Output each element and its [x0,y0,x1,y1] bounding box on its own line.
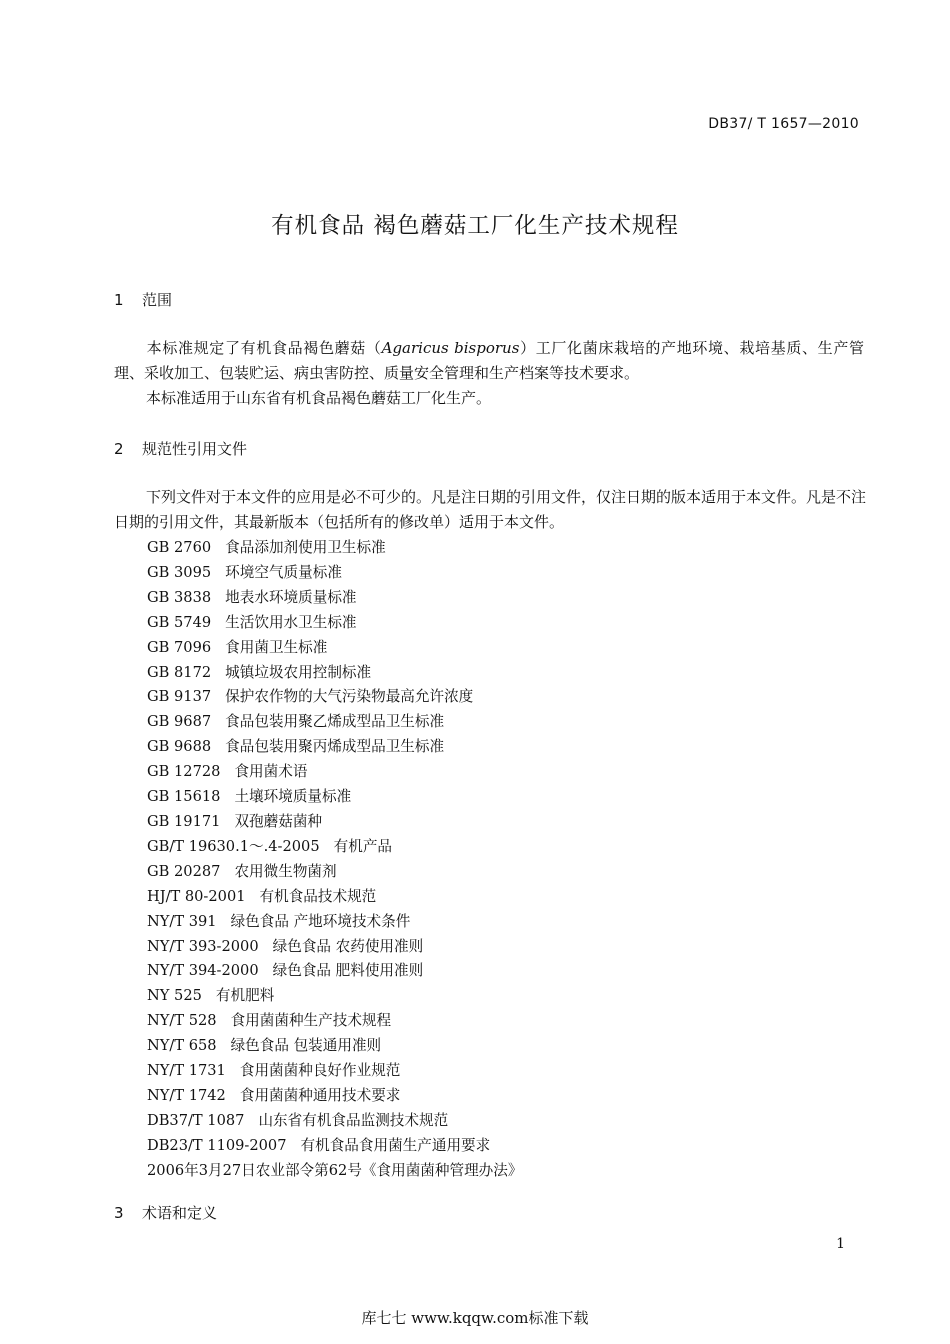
reference-name: 食品包装用聚乙烯成型品卫生标准 [225,713,445,731]
reference-name: 绿色食品 农药使用准则 [272,937,424,955]
reference-name: 有机肥料 [215,987,275,1005]
reference-name: 有机产品 [333,837,393,855]
reference-item [147,984,522,1009]
reference-name: 食用菌术语 [234,763,308,781]
reference-item [147,661,522,686]
reference-code: GB 20287 [147,862,221,880]
document-title: 有机食品 褐色蘑菇工厂化生产技术规程 [271,213,679,239]
reference-item [147,536,522,561]
normative-intro [114,485,866,534]
reference-code: GB 7096 [147,638,212,656]
reference-code: GB 9137 [147,688,212,706]
scope-paragraph-1 [114,336,864,385]
reference-name: 农用微生物菌剂 [234,862,337,880]
reference-name: 有机食品食用菌生产通用要求 [300,1136,491,1154]
section-title: 规范性引用文件 [142,440,248,458]
reference-code: NY/T 391 [147,912,217,930]
reference-item [147,685,522,710]
reference-code: GB 19171 [147,812,221,830]
reference-item [147,636,522,661]
reference-item [147,959,522,984]
reference-name: 地表水环境质量标准 [225,588,357,606]
reference-code: GB 5749 [147,613,212,631]
reference-code: HJ/T 80-2001 [147,887,246,905]
reference-item [147,1084,522,1109]
reference-name: 绿色食品 肥料使用准则 [272,962,424,980]
section-title: 术语和定义 [142,1204,218,1222]
section-heading-scope [114,289,172,310]
reference-name: 绿色食品 包装通用准则 [230,1037,382,1055]
document-code: DB37/ T 1657—2010 [708,116,859,132]
reference-name: 有机食品技术规范 [259,887,377,905]
scope-text-after: ）工厂化菌床栽培的产地环境、栽培基质、生产管理、采收加工、包装贮运、病虫害防控、质量安全管理和生产档案等技术要求。 [114,339,864,382]
scope-text: 本标准适用于山东省有机食品褐色蘑菇工厂化生产。 [146,389,492,407]
scope-text-before: 本标准规定了有机食品褐色蘑菇（ [146,339,382,357]
reference-item [147,760,522,785]
reference-name: 山东省有机食品监测技术规范 [258,1111,449,1129]
reference-item [147,835,522,860]
section-title: 范围 [142,291,173,309]
reference-code: NY 525 [147,987,202,1005]
reference-name: 食用菌菌种良好作业规范 [239,1062,401,1080]
reference-code: 2006年3月27日农业部令第62号 [147,1161,362,1179]
reference-code: GB 9688 [147,738,212,756]
reference-name: 食品添加剂使用卫生标准 [225,539,386,556]
reference-item [147,810,522,835]
reference-item [147,1134,522,1159]
section-number: 1 [114,291,124,309]
section-heading-normative-references [114,438,247,459]
reference-item [147,611,522,636]
reference-code: GB 2760 [147,539,212,556]
reference-name: 土壤环境质量标准 [234,788,352,806]
reference-name: 食用菌卫生标准 [225,638,328,656]
page-number: 1 [836,1236,845,1252]
reference-item [147,561,522,586]
reference-code: NY/T 393-2000 [147,937,259,955]
reference-name: 保护农作物的大气污染物最高允许浓度 [225,688,474,706]
reference-item [147,910,522,935]
reference-code: NY/T 658 [147,1037,217,1055]
reference-code: GB 9687 [147,713,212,731]
reference-code: GB 12728 [147,763,221,781]
reference-item [147,1009,522,1034]
reference-list [147,536,522,1184]
reference-code: NY/T 394-2000 [147,962,259,980]
reference-name: 食用菌菌种通用技术要求 [239,1086,401,1104]
reference-name: 双孢蘑菇菌种 [234,812,323,830]
reference-code: NY/T 1742 [147,1086,226,1104]
reference-code: GB 3838 [147,588,212,606]
latin-name: Agaricus bisporus [381,339,520,357]
reference-code: GB 8172 [147,663,212,681]
reference-item [147,785,522,810]
section-number: 2 [114,440,124,458]
reference-item [147,935,522,960]
reference-code: DB37/T 1087 [147,1111,245,1129]
reference-item [147,885,522,910]
reference-name: 绿色食品 产地环境技术条件 [230,912,411,930]
reference-item [147,710,522,735]
reference-code: GB 3095 [147,563,212,581]
reference-name: 生活饮用水卫生标准 [225,613,357,631]
reference-item [147,1159,522,1184]
reference-code: GB/T 19630.1～.4-2005 [147,837,320,855]
scope-paragraph-2 [114,386,864,411]
section-number: 3 [114,1204,124,1222]
reference-item [147,586,522,611]
section-heading-terms-definitions [114,1202,217,1223]
reference-code: GB 15618 [147,788,221,806]
reference-item [147,1059,522,1084]
reference-item [147,860,522,885]
site-watermark: 库七七 www.kqqw.com标准下载 [361,1309,589,1327]
reference-code: NY/T 528 [147,1012,217,1030]
reference-item [147,1109,522,1134]
reference-item [147,1034,522,1059]
reference-name: 《食用菌菌种管理办法》 [361,1161,523,1179]
reference-name: 环境空气质量标准 [225,563,342,581]
reference-name: 食用菌菌种生产技术规程 [230,1012,392,1030]
reference-item [147,735,522,760]
normative-intro-text: 下列文件对于本文件的应用是必不可少的。凡是注日期的引用文件，仅注日期的版本适用于本文件。凡是不注日期的引用文件，其最新版本（包括所有的修改单）适用于本文件。 [114,488,867,531]
reference-name: 城镇垃圾农用控制标准 [225,663,372,681]
reference-code: DB23/T 1109-2007 [147,1136,287,1154]
reference-code: NY/T 1731 [147,1062,226,1080]
reference-name: 食品包装用聚丙烯成型品卫生标准 [225,738,445,756]
